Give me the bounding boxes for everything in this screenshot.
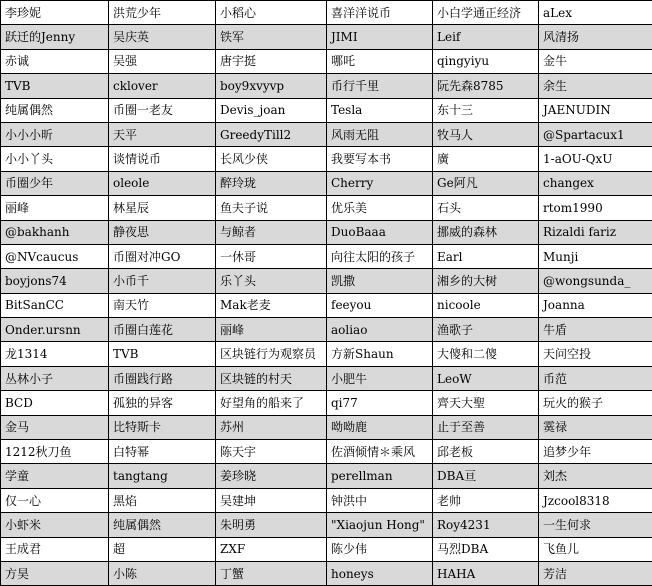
table-cell: nicoole <box>433 293 539 317</box>
table-cell: 东十三 <box>433 98 539 122</box>
table-cell: 余生 <box>539 74 652 98</box>
table-cell: TVB <box>1 74 109 98</box>
table-cell: 小小丫头 <box>1 147 109 171</box>
table-cell: 我要写本书 <box>327 147 433 171</box>
table-cell: 铁军 <box>216 25 327 49</box>
table-cell: ZXF <box>216 537 327 561</box>
table-cell: 小虾米 <box>1 513 109 537</box>
table-row <box>1 49 652 73</box>
table-cell: 小陈 <box>109 561 216 585</box>
table-cell: 仅一心 <box>1 488 109 512</box>
table-cell: 一生何求 <box>539 513 652 537</box>
table-cell: 洪荒少年 <box>109 1 216 25</box>
table-cell: 跃迁的Jenny <box>1 25 109 49</box>
table-cell: 芳洁 <box>539 561 652 585</box>
table-cell: honeys <box>327 561 433 585</box>
table-cell: GreedyTill2 <box>216 122 327 146</box>
table-cell: 飞鱼儿 <box>539 537 652 561</box>
table-cell: 牛盾 <box>539 318 652 342</box>
table-cell: 吴庆英 <box>109 25 216 49</box>
table-row <box>1 464 652 488</box>
table-cell: changex <box>539 171 652 195</box>
table-cell: BCD <box>1 391 109 415</box>
table-cell: Onder.ursnn <box>1 318 109 342</box>
table-cell: 丽峰 <box>216 318 327 342</box>
table-cell: "Xiaojun Hong" <box>327 513 433 537</box>
table-cell: cklover <box>109 74 216 98</box>
table-row <box>1 366 652 390</box>
table-cell: 小肥牛 <box>327 366 433 390</box>
table-cell: 石头 <box>433 196 539 220</box>
table-cell: @Spartacux1 <box>539 122 652 146</box>
table-row <box>1 318 652 342</box>
table-cell: boy9xvyvp <box>216 74 327 98</box>
table-cell: 王成君 <box>1 537 109 561</box>
table-row <box>1 391 652 415</box>
table-cell: 姜珍晓 <box>216 464 327 488</box>
table-cell: 静夜思 <box>109 220 216 244</box>
table-cell: 比特斯卡 <box>109 415 216 439</box>
table-cell: DBA亘 <box>433 464 539 488</box>
table-cell: 唐宇挺 <box>216 49 327 73</box>
table-row <box>1 244 652 268</box>
table-cell: 1212秋刀鱼 <box>1 440 109 464</box>
table-row <box>1 196 652 220</box>
table-cell: 苏州 <box>216 415 327 439</box>
table-cell: 纯属偶然 <box>1 98 109 122</box>
table-cell: 凯撒 <box>327 269 433 293</box>
table-cell: 币行千里 <box>327 74 433 98</box>
table-cell: Devis_joan <box>216 98 327 122</box>
table-cell: 白特幂 <box>109 440 216 464</box>
table-row <box>1 98 652 122</box>
table-cell: 丁蟹 <box>216 561 327 585</box>
table-cell: Munji <box>539 244 652 268</box>
table-cell: 大傻和二傻 <box>433 342 539 366</box>
table-cell: 林星辰 <box>109 196 216 220</box>
table-cell: 区块链的村天 <box>216 366 327 390</box>
table-cell: 醉玲珑 <box>216 171 327 195</box>
table-row <box>1 122 652 146</box>
table-cell: 佐酒倾情＊乘风 <box>327 440 433 464</box>
table-cell: 南天竹 <box>109 293 216 317</box>
table-cell: 乐丫头 <box>216 269 327 293</box>
table-row <box>1 513 652 537</box>
table-row <box>1 74 652 98</box>
table-cell: 天问空投 <box>539 342 652 366</box>
table-cell: 金马 <box>1 415 109 439</box>
table-cell: @bakhanh <box>1 220 109 244</box>
table-cell: Rizaldi fariz <box>539 220 652 244</box>
table-cell: 币圈一老友 <box>109 98 216 122</box>
table-cell: qingyiyu <box>433 49 539 73</box>
table-cell: 吴强 <box>109 49 216 73</box>
table-cell: 挪威的森林 <box>433 220 539 244</box>
table-cell: 钟洪中 <box>327 488 433 512</box>
table-cell: 赤诚 <box>1 49 109 73</box>
table-cell: 追梦少年 <box>539 440 652 464</box>
table-cell: 哪吒 <box>327 49 433 73</box>
table-row <box>1 561 652 585</box>
table-cell: 金牛 <box>539 49 652 73</box>
table-cell: 黑焰 <box>109 488 216 512</box>
table-cell: 优乐美 <box>327 196 433 220</box>
table-cell: 天平 <box>109 122 216 146</box>
table-cell: 马烈DBA <box>433 537 539 561</box>
table-row <box>1 342 652 366</box>
table-cell: 牧马人 <box>433 122 539 146</box>
table-cell: 喜洋洋说币 <box>327 1 433 25</box>
table-cell: 丽峰 <box>1 196 109 220</box>
table-cell: 币范 <box>539 366 652 390</box>
table-cell: Jzcool8318 <box>539 488 652 512</box>
table-cell: BitSanCC <box>1 293 109 317</box>
table-cell: 孤独的异客 <box>109 391 216 415</box>
table-cell: 方新Shaun <box>327 342 433 366</box>
table-row <box>1 171 652 195</box>
table-cell: 长风少侠 <box>216 147 327 171</box>
table-cell: Mak老麦 <box>216 293 327 317</box>
table-cell: 渔歌子 <box>433 318 539 342</box>
table-cell: 纯属偶然 <box>109 513 216 537</box>
table-cell: Leif <box>433 25 539 49</box>
table-cell: 小稻心 <box>216 1 327 25</box>
table-cell: Cherry <box>327 171 433 195</box>
table-cell: 1-aOU-QxU <box>539 147 652 171</box>
table-cell: aoliao <box>327 318 433 342</box>
table-cell: oleole <box>109 171 216 195</box>
table-cell: 币圈对冲GO <box>109 244 216 268</box>
table-cell: qi77 <box>327 391 433 415</box>
table-cell: 陈少伟 <box>327 537 433 561</box>
table-cell: feeyou <box>327 293 433 317</box>
table-cell: 丛林小子 <box>1 366 109 390</box>
table-cell: boyjons74 <box>1 269 109 293</box>
table-cell: 小小小昕 <box>1 122 109 146</box>
table-cell: aLex <box>539 1 652 25</box>
table-cell: HAHA <box>433 561 539 585</box>
table-row <box>1 293 652 317</box>
table-cell: 向往太阳的孩子 <box>327 244 433 268</box>
table-cell: 吴建坤 <box>216 488 327 512</box>
table-cell: Joanna <box>539 293 652 317</box>
table-cell: 玩火的猴子 <box>539 391 652 415</box>
table-row <box>1 220 652 244</box>
table-cell: rtom1990 <box>539 196 652 220</box>
table-row <box>1 488 652 512</box>
table-row <box>1 269 652 293</box>
table-cell: 币圈白莲花 <box>109 318 216 342</box>
table-cell: @NVcaucus <box>1 244 109 268</box>
table-cell: 风雨无阻 <box>327 122 433 146</box>
table-cell: 学童 <box>1 464 109 488</box>
table-cell: Ge阿凡 <box>433 171 539 195</box>
table-cell: TVB <box>109 342 216 366</box>
table-cell: 龙1314 <box>1 342 109 366</box>
table-cell: 风清扬 <box>539 25 652 49</box>
table-cell: perellman <box>327 464 433 488</box>
table-cell: 鱼夫子说 <box>216 196 327 220</box>
table-cell: 老帅 <box>433 488 539 512</box>
table-cell: 阮先森8785 <box>433 74 539 98</box>
table-cell: 廣 <box>433 147 539 171</box>
table-cell: 刘杰 <box>539 464 652 488</box>
table-cell: DuoBaaa <box>327 220 433 244</box>
table-cell: 呦呦鹿 <box>327 415 433 439</box>
table-cell: 小白学通正经济 <box>433 1 539 25</box>
table-cell: 谈情说币 <box>109 147 216 171</box>
table-cell: JIMI <box>327 25 433 49</box>
table-cell: LeoW <box>433 366 539 390</box>
table-row <box>1 537 652 561</box>
table-cell: tangtang <box>109 464 216 488</box>
table-cell: 超 <box>109 537 216 561</box>
table-cell: 霙禄 <box>539 415 652 439</box>
table-cell: 邱老板 <box>433 440 539 464</box>
table-row <box>1 415 652 439</box>
table-cell: 方昊 <box>1 561 109 585</box>
table-cell: @wongsunda_ <box>539 269 652 293</box>
table-cell: 朱明勇 <box>216 513 327 537</box>
table-cell: 与鲸者 <box>216 220 327 244</box>
table-cell: 币圈少年 <box>1 171 109 195</box>
table-cell: 区块链行为观察员 <box>216 342 327 366</box>
table-row <box>1 1 652 25</box>
table-cell: Roy4231 <box>433 513 539 537</box>
table-cell: 齊天大聖 <box>433 391 539 415</box>
table-cell: 陈天宇 <box>216 440 327 464</box>
table-cell: Tesla <box>327 98 433 122</box>
table-cell: 湘乡的大树 <box>433 269 539 293</box>
table-cell: JAENUDIN <box>539 98 652 122</box>
table-row <box>1 147 652 171</box>
table-row <box>1 25 652 49</box>
table-cell: 止于至善 <box>433 415 539 439</box>
table-cell: 好望角的船来了 <box>216 391 327 415</box>
table-cell: 小币千 <box>109 269 216 293</box>
table-row <box>1 440 652 464</box>
table-cell: Earl <box>433 244 539 268</box>
table-cell: 一休哥 <box>216 244 327 268</box>
name-table-body <box>1 1 652 586</box>
table-cell: 李珍妮 <box>1 1 109 25</box>
table-cell: 币圈践行路 <box>109 366 216 390</box>
